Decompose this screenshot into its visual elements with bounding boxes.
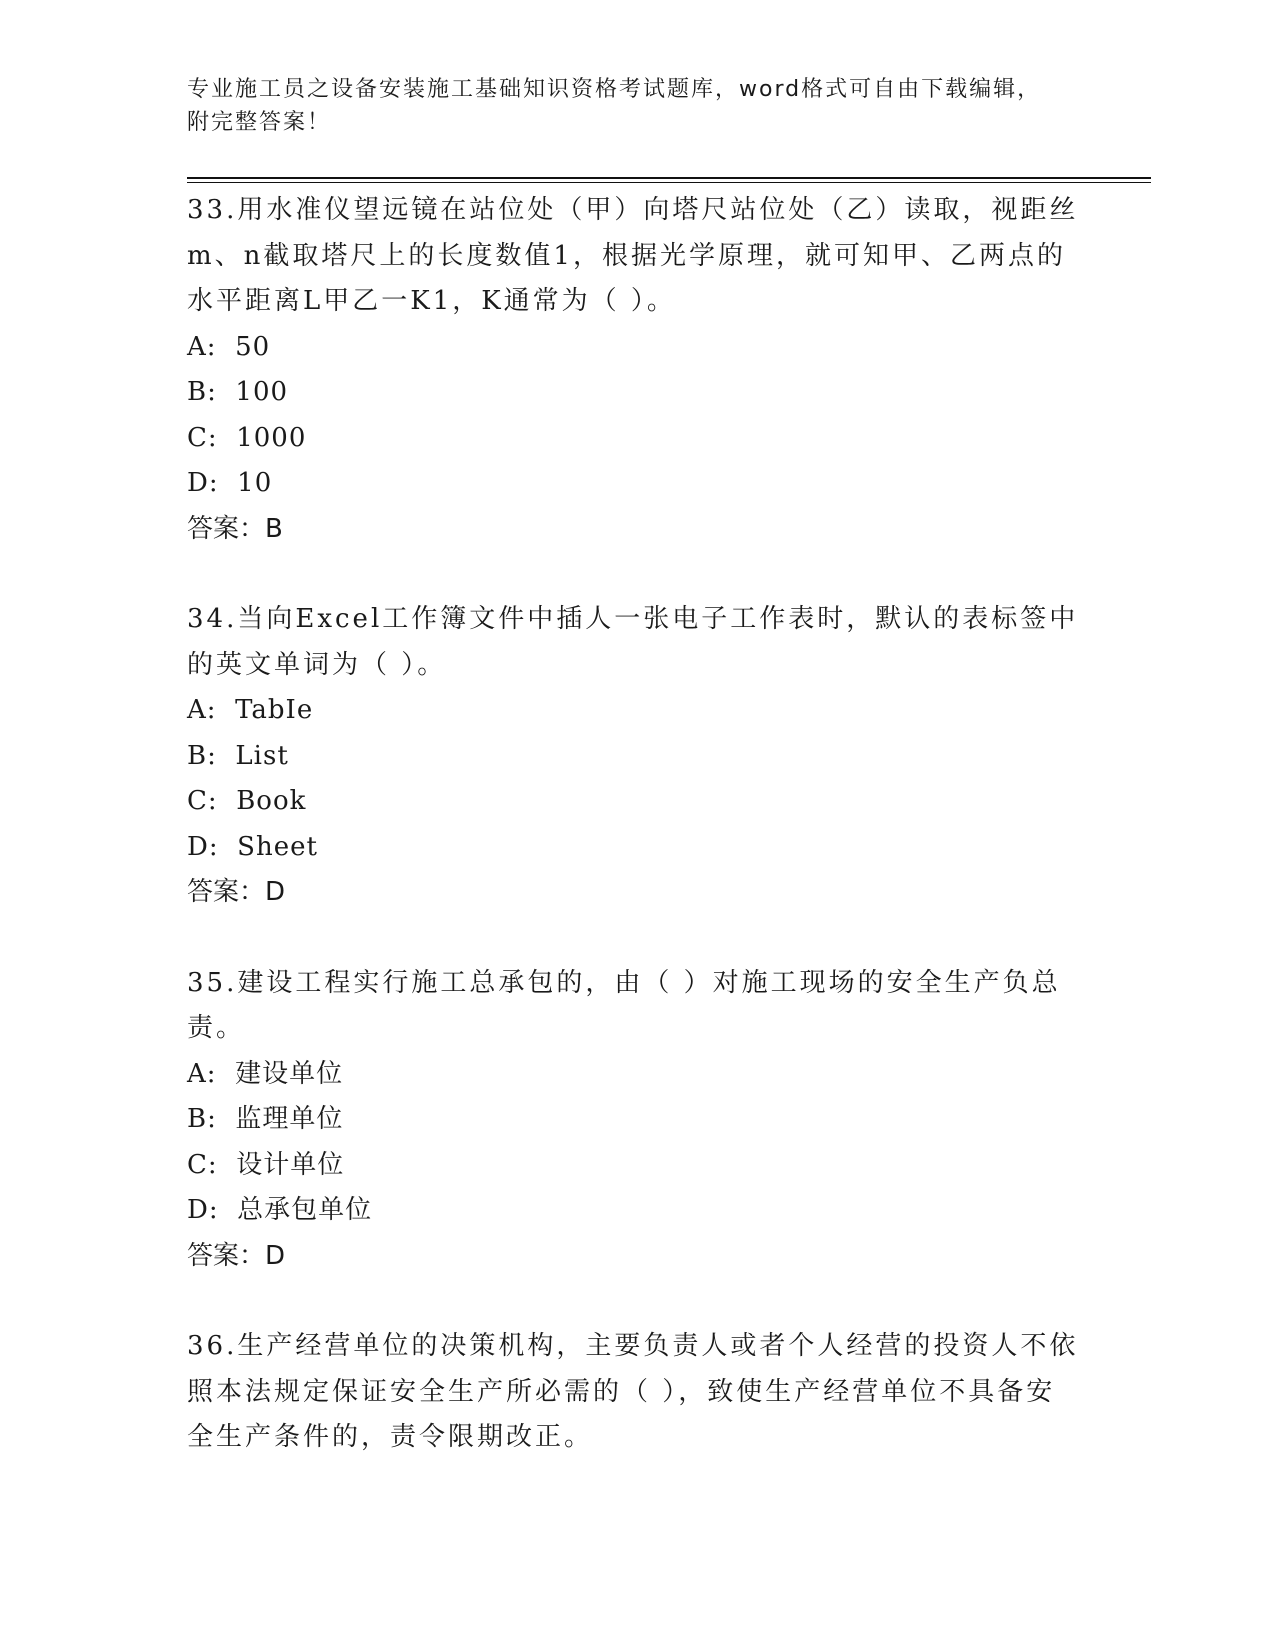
option-d: D: Sheet [187,831,318,862]
option-b: B: 监理单位 [187,1104,344,1134]
option-d: D: 10 [187,468,273,498]
question-33 [187,188,1087,552]
question-text-line: m、n截取塔尺上的长度数值1，根据光学原理，就可知甲、乙两点的 [187,240,1066,271]
question-35 [187,961,1087,1280]
question-list [187,188,1087,1461]
question-text-line: 水平距离L甲乙一K1，K通常为（ ）。 [187,286,676,316]
header-divider-thick [187,177,1151,179]
question-text-line: 照本法规定保证安全生产所必需的（ ），致使生产经营单位不具备安 [187,1376,1056,1407]
answer-label: 答案： [187,877,266,907]
option-a: A: 50 [187,331,271,362]
question-36 [187,1324,1087,1461]
answer-label: 答案： [187,513,266,544]
header-line-2: 附完整答案！ [187,110,332,135]
question-text-line: 36.生产经营单位的决策机构，主要负责人或者个人经营的投资人不依 [187,1331,1079,1361]
question-text-line: 责。 [187,1013,246,1043]
answer-label: 答案： [187,1240,266,1271]
document-header [187,73,1067,139]
question-34 [187,597,1087,916]
answer-value: D [265,877,286,907]
answer-value: D [265,1240,286,1271]
question-text-line: 33.用水准仪望远镜在站位处（甲）向塔尺站位处（乙）读取，视距丝 [187,195,1079,225]
option-c: C: 设计单位 [187,1149,345,1180]
option-c: C: Book [187,786,307,816]
answer-line [187,870,1087,916]
option-c: C: 1000 [187,422,307,453]
option-a: A: 建设单位 [187,1058,344,1089]
header-line-1: 专业施工员之设备安装施工基础知识资格考试题库，word格式可自由下载编辑， [187,77,1042,102]
question-text-line: 的英文单词为（ ）。 [187,649,447,680]
answer-line [187,1234,1087,1280]
option-b: B: 100 [187,377,289,407]
answer-value: B [265,513,283,544]
question-text-line: 34.当向Excel工作簿文件中插人一张电子工作表时，默认的表标签中 [187,604,1079,634]
question-text-line: 35.建设工程实行施工总承包的，由（ ）对施工现场的安全生产负总 [187,967,1061,998]
option-b: B: List [187,740,289,771]
question-text-line: 全生产条件的，责令限期改正。 [187,1422,594,1452]
answer-line [187,507,1087,553]
option-a: A: TabIe [187,695,314,725]
header-divider-thin [187,182,1151,183]
option-d: D: 总承包单位 [187,1195,373,1225]
